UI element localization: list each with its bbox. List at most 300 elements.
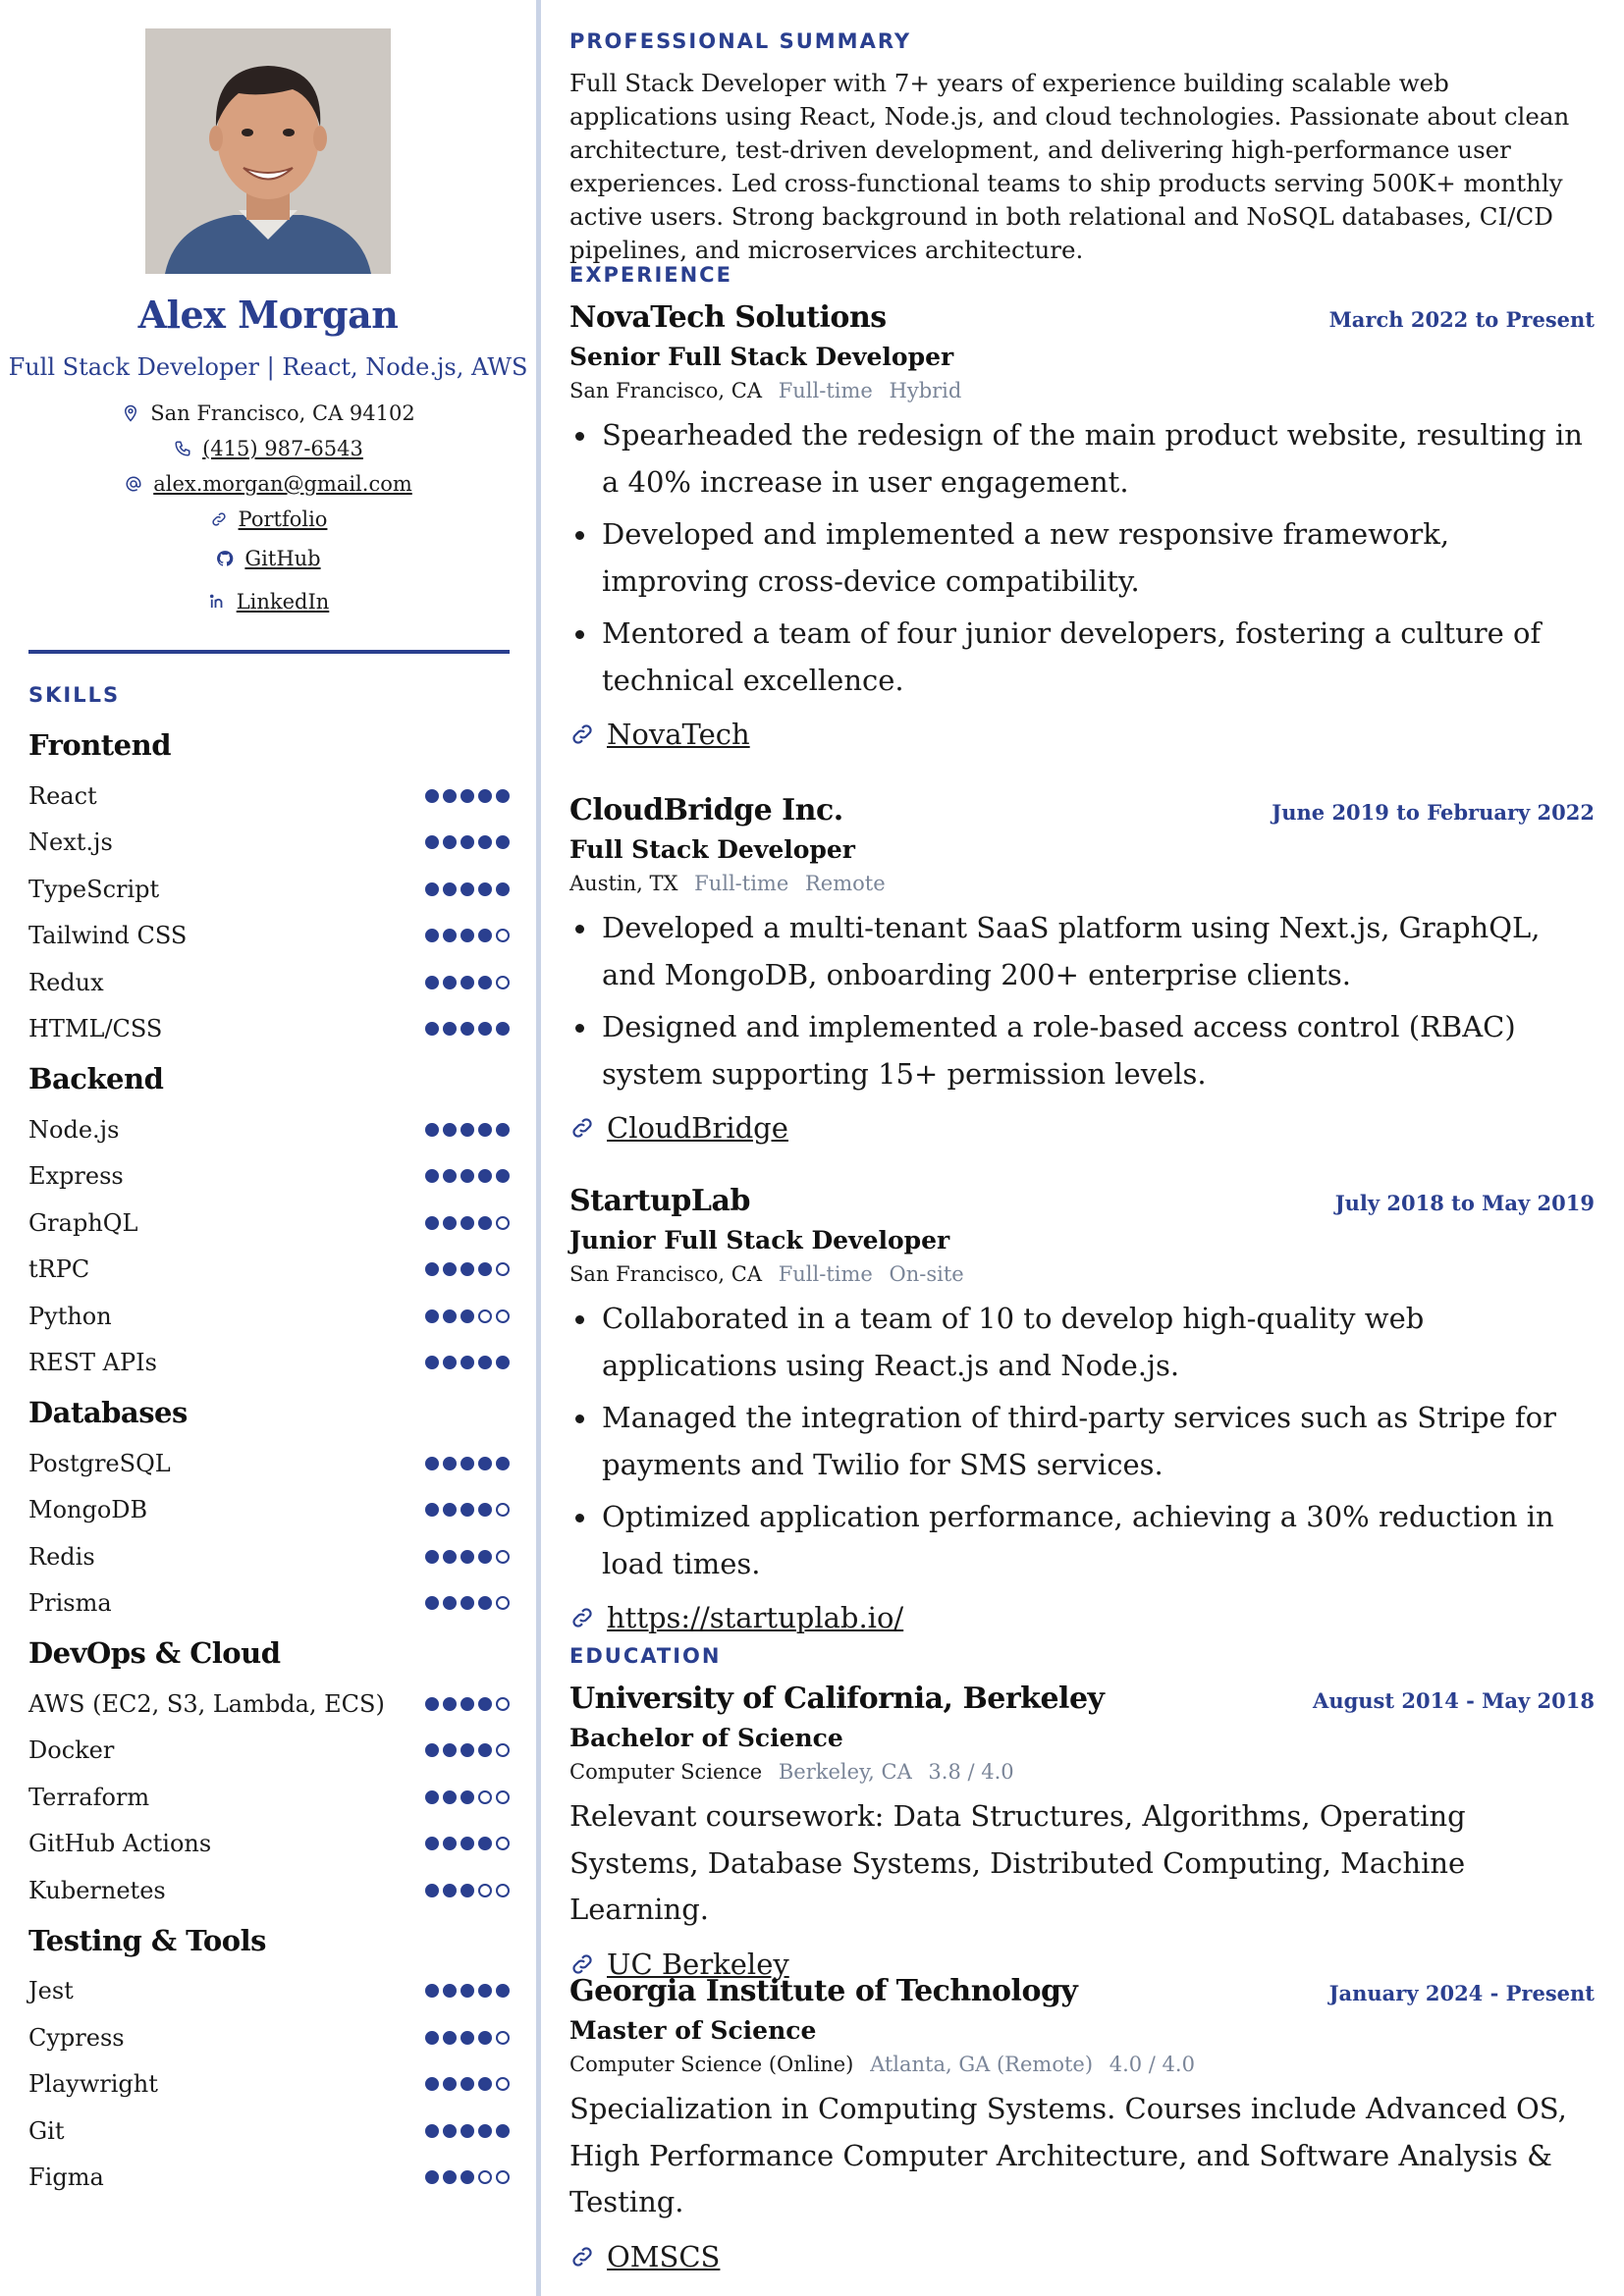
skill-dot-filled bbox=[478, 1743, 492, 1757]
skill-row bbox=[28, 1106, 510, 1153]
skill-row bbox=[28, 773, 510, 820]
skill-row bbox=[28, 1247, 510, 1294]
main-content bbox=[569, 0, 1595, 2296]
skill-level-dots bbox=[425, 1550, 510, 1564]
skills-list bbox=[28, 719, 510, 2201]
skill-dot-empty bbox=[478, 1309, 492, 1323]
portfolio-link[interactable]: Portfolio bbox=[238, 507, 328, 531]
skill-dot-filled bbox=[478, 835, 492, 849]
skill-group-title: Databases bbox=[28, 1396, 188, 1429]
skill-dot-filled bbox=[425, 1697, 439, 1711]
skill-name: Prisma bbox=[28, 1589, 112, 1618]
contact-github[interactable] bbox=[0, 537, 536, 580]
skill-level-dots bbox=[425, 1743, 510, 1757]
skill-dot-filled bbox=[496, 1984, 510, 1998]
company-name: NovaTech Solutions bbox=[569, 300, 887, 335]
skill-dot-filled bbox=[425, 1503, 439, 1517]
skill-dot-filled bbox=[443, 835, 457, 849]
skill-dot-filled bbox=[478, 1356, 492, 1369]
skill-dot-filled bbox=[460, 1503, 474, 1517]
skill-dot-empty bbox=[496, 1503, 510, 1517]
experience-entry bbox=[569, 1184, 1595, 1634]
job-role: Junior Full Stack Developer bbox=[569, 1226, 950, 1255]
skill-level-dots bbox=[425, 1596, 510, 1610]
skill-dot-filled bbox=[425, 1216, 439, 1230]
skill-dot-empty bbox=[496, 2031, 510, 2045]
education-description: Specialization in Computing Systems. Courses include Advanced OS, High Performance Computer Architecture, and Software Analysis & Testing. bbox=[569, 2092, 1567, 2218]
skill-name: Node.js bbox=[28, 1115, 120, 1144]
skill-level-dots bbox=[425, 1356, 510, 1369]
link-icon bbox=[209, 509, 229, 529]
job-bullet: Spearheaded the redesign of the main product website, resulting in a 40% increase in user engagement. bbox=[569, 412, 1595, 506]
skill-level-dots bbox=[425, 1123, 510, 1137]
summary-heading: PROFESSIONAL SUMMARY bbox=[569, 29, 912, 53]
job-bullet: Optimized application performance, achieving a 30% reduction in load times. bbox=[569, 1494, 1595, 1587]
field-of-study: Computer Science (Online) bbox=[569, 2053, 854, 2076]
skill-name: Jest bbox=[28, 1977, 74, 2005]
skill-row bbox=[28, 1968, 510, 2015]
skill-dot-filled bbox=[443, 1550, 457, 1564]
job-mode: Hybrid bbox=[889, 379, 962, 402]
school-link-text[interactable]: UC Berkeley bbox=[607, 1947, 789, 1981]
job-bullet: Collaborated in a team of 10 to develop high-quality web applications using React.js and Node.js. bbox=[569, 1296, 1595, 1389]
skill-level-dots bbox=[425, 1262, 510, 1276]
skill-dot-filled bbox=[460, 1022, 474, 1036]
skill-name: MongoDB bbox=[28, 1496, 148, 1524]
skill-name: GraphQL bbox=[28, 1208, 138, 1237]
company-link[interactable] bbox=[569, 718, 1595, 751]
skill-dot-filled bbox=[460, 1743, 474, 1757]
skill-group-title: Testing & Tools bbox=[28, 1923, 266, 1957]
skill-dot-filled bbox=[443, 1884, 457, 1897]
phone-icon bbox=[173, 439, 192, 458]
education-meta bbox=[569, 1760, 1595, 1784]
skill-name: AWS (EC2, S3, Lambda, ECS) bbox=[28, 1689, 385, 1718]
school-link-text[interactable]: OMSCS bbox=[607, 2239, 721, 2273]
skill-row bbox=[28, 2155, 510, 2202]
skill-dot-empty bbox=[496, 1550, 510, 1564]
skill-dot-filled bbox=[425, 789, 439, 803]
skill-level-dots bbox=[425, 2170, 510, 2184]
skill-level-dots bbox=[425, 1884, 510, 1897]
job-location: San Francisco, CA bbox=[569, 379, 763, 402]
skill-dot-filled bbox=[425, 1790, 439, 1804]
skill-level-dots bbox=[425, 976, 510, 989]
skill-dot-filled bbox=[478, 1022, 492, 1036]
skill-group-title: Frontend bbox=[28, 728, 171, 762]
skill-name: Figma bbox=[28, 2163, 104, 2192]
skill-dot-filled bbox=[460, 1984, 474, 1998]
job-meta bbox=[569, 379, 1595, 402]
contact-phone[interactable] bbox=[0, 431, 536, 466]
education-entry bbox=[569, 1682, 1595, 1981]
skill-dot-filled bbox=[478, 976, 492, 989]
skill-name: Python bbox=[28, 1302, 112, 1330]
job-role: Full Stack Developer bbox=[569, 835, 855, 864]
job-date: March 2022 to Present bbox=[1328, 307, 1595, 332]
skill-dot-empty bbox=[496, 1837, 510, 1850]
skill-dot-filled bbox=[496, 1022, 510, 1036]
skill-dot-filled bbox=[443, 1169, 457, 1183]
skill-dot-filled bbox=[496, 1169, 510, 1183]
skill-name: Redux bbox=[28, 968, 104, 996]
skill-dot-filled bbox=[496, 882, 510, 896]
job-bullet: Developed and implemented a new responsive framework, improving cross-device compatibility. bbox=[569, 511, 1595, 605]
skill-row bbox=[28, 1340, 510, 1387]
skill-dot-empty bbox=[496, 1596, 510, 1610]
linkedin-icon bbox=[207, 592, 227, 612]
skill-row bbox=[28, 1200, 510, 1247]
skill-dot-filled bbox=[425, 1984, 439, 1998]
skill-name: Cypress bbox=[28, 2023, 125, 2052]
skill-dot-filled bbox=[460, 1356, 474, 1369]
skill-dot-empty bbox=[496, 1309, 510, 1323]
job-meta bbox=[569, 872, 1595, 895]
skill-dot-filled bbox=[425, 976, 439, 989]
skill-dot-filled bbox=[460, 1457, 474, 1470]
skill-dot-filled bbox=[478, 1503, 492, 1517]
skill-dot-filled bbox=[425, 1022, 439, 1036]
skill-name: Next.js bbox=[28, 828, 113, 857]
link-icon bbox=[569, 2244, 595, 2269]
skill-dot-filled bbox=[425, 1123, 439, 1137]
skill-level-dots bbox=[425, 929, 510, 942]
skill-name: React bbox=[28, 781, 97, 810]
skill-name: HTML/CSS bbox=[28, 1015, 163, 1043]
location-pin-icon bbox=[121, 403, 140, 423]
skill-dot-empty bbox=[478, 2170, 492, 2184]
skill-dot-filled bbox=[443, 1356, 457, 1369]
location-text: San Francisco, CA 94102 bbox=[150, 401, 415, 425]
skill-name: Playwright bbox=[28, 2070, 158, 2099]
skill-dot-filled bbox=[443, 1262, 457, 1276]
skill-dot-filled bbox=[443, 882, 457, 896]
profile-headline: Full Stack Developer | React, Node.js, AWS bbox=[8, 353, 528, 381]
degree: Master of Science bbox=[569, 2016, 817, 2045]
skill-row bbox=[28, 1728, 510, 1775]
skill-level-dots bbox=[425, 1837, 510, 1850]
skill-dot-filled bbox=[460, 882, 474, 896]
skill-dot-empty bbox=[496, 1743, 510, 1757]
skill-dot-filled bbox=[425, 1884, 439, 1897]
degree: Bachelor of Science bbox=[569, 1724, 843, 1752]
skill-dot-filled bbox=[478, 1984, 492, 1998]
education-date: January 2024 - Present bbox=[1328, 1981, 1595, 2005]
skill-level-dots bbox=[425, 2124, 510, 2138]
skill-dot-filled bbox=[443, 1697, 457, 1711]
skill-dot-filled bbox=[443, 2077, 457, 2091]
skill-row bbox=[28, 1487, 510, 1534]
skill-dot-filled bbox=[425, 2077, 439, 2091]
skill-dot-filled bbox=[443, 789, 457, 803]
contact-list bbox=[0, 396, 536, 623]
company-name: CloudBridge Inc. bbox=[569, 793, 843, 828]
skill-dot-filled bbox=[460, 1884, 474, 1897]
skill-row bbox=[28, 1774, 510, 1821]
skill-name: PostgreSQL bbox=[28, 1449, 171, 1477]
phone-link[interactable]: (415) 987-6543 bbox=[202, 437, 363, 460]
linkedin-link[interactable]: LinkedIn bbox=[236, 590, 330, 614]
link-icon bbox=[569, 1115, 595, 1141]
gpa: 3.8 / 4.0 bbox=[928, 1760, 1014, 1784]
summary-text: Full Stack Developer with 7+ years of experience building scalable web applications using React, Node.js, and cloud technologies. Passionate about clean architecture, test-driven development, and delivering high-performance user experiences. Led cross-functional teams to ship products serving 500K+ monthly active users. Strong background in both relational and NoSQL databases, CI/CD pipelines, and microservices architecture. bbox=[569, 69, 1570, 264]
skill-name: TypeScript bbox=[28, 875, 160, 903]
school-location: Atlanta, GA (Remote) bbox=[870, 2053, 1094, 2076]
company-link[interactable] bbox=[569, 1601, 1595, 1634]
skill-dot-filled bbox=[460, 1309, 474, 1323]
skill-dot-filled bbox=[460, 2124, 474, 2138]
skill-level-dots bbox=[425, 1790, 510, 1804]
skill-name: Redis bbox=[28, 1542, 95, 1571]
skill-dot-filled bbox=[478, 1837, 492, 1850]
skill-dot-empty bbox=[478, 1790, 492, 1804]
skill-dot-filled bbox=[443, 929, 457, 942]
skill-dot-filled bbox=[460, 1837, 474, 1850]
skill-row bbox=[28, 2108, 510, 2155]
school-location: Berkeley, CA bbox=[778, 1760, 912, 1784]
skill-dot-empty bbox=[496, 1697, 510, 1711]
skill-dot-filled bbox=[460, 1550, 474, 1564]
skill-dot-filled bbox=[460, 2077, 474, 2091]
skill-dot-filled bbox=[460, 2170, 474, 2184]
skill-row bbox=[28, 1533, 510, 1580]
skill-dot-filled bbox=[425, 882, 439, 896]
contact-location bbox=[0, 396, 536, 431]
skill-group-title: Backend bbox=[28, 1062, 164, 1095]
skill-level-dots bbox=[425, 1697, 510, 1711]
link-icon bbox=[569, 1951, 595, 1977]
skill-dot-filled bbox=[460, 1596, 474, 1610]
skill-dot-filled bbox=[443, 1743, 457, 1757]
skill-dot-filled bbox=[443, 1457, 457, 1470]
column-divider bbox=[536, 0, 541, 2296]
skill-dot-filled bbox=[460, 835, 474, 849]
job-bullet: Developed a multi-tenant SaaS platform using Next.js, GraphQL, and MongoDB, onboarding 200+ enterprise clients. bbox=[569, 905, 1595, 998]
skill-dot-filled bbox=[425, 2124, 439, 2138]
skill-dot-filled bbox=[478, 1697, 492, 1711]
job-date: June 2019 to February 2022 bbox=[1272, 800, 1595, 825]
skill-row bbox=[28, 866, 510, 913]
skill-dot-filled bbox=[496, 789, 510, 803]
contact-linkedin[interactable] bbox=[0, 580, 536, 623]
job-type: Full-time bbox=[694, 872, 789, 895]
skill-name: tRPC bbox=[28, 1255, 90, 1284]
skill-name: Git bbox=[28, 2116, 65, 2145]
github-icon bbox=[215, 549, 235, 568]
link-icon bbox=[569, 1605, 595, 1630]
skill-name: Terraform bbox=[28, 1783, 150, 1811]
skill-dot-filled bbox=[496, 835, 510, 849]
skill-dot-filled bbox=[425, 1356, 439, 1369]
skill-dot-filled bbox=[478, 2077, 492, 2091]
skill-level-dots bbox=[425, 1309, 510, 1323]
skill-dot-filled bbox=[496, 1123, 510, 1137]
skill-dot-filled bbox=[478, 882, 492, 896]
skill-dot-filled bbox=[443, 976, 457, 989]
skills-heading: SKILLS bbox=[28, 683, 121, 707]
skill-dot-filled bbox=[460, 1697, 474, 1711]
skill-dot-filled bbox=[425, 1837, 439, 1850]
skill-row bbox=[28, 2014, 510, 2061]
skill-level-dots bbox=[425, 1457, 510, 1470]
skill-row bbox=[28, 1440, 510, 1487]
education-heading: EDUCATION bbox=[569, 1644, 722, 1668]
skill-dot-filled bbox=[460, 1123, 474, 1137]
skill-dot-filled bbox=[425, 1169, 439, 1183]
skill-row bbox=[28, 1006, 510, 1053]
field-of-study: Computer Science bbox=[569, 1760, 763, 1784]
school-link[interactable] bbox=[569, 2240, 1595, 2273]
skill-dot-filled bbox=[443, 1503, 457, 1517]
skill-dot-filled bbox=[460, 1790, 474, 1804]
company-link[interactable] bbox=[569, 1111, 1595, 1145]
skill-dot-filled bbox=[460, 1169, 474, 1183]
skill-dot-filled bbox=[425, 1743, 439, 1757]
skill-name: Express bbox=[28, 1162, 124, 1191]
skill-dot-filled bbox=[425, 1309, 439, 1323]
skill-dot-filled bbox=[478, 789, 492, 803]
link-icon bbox=[569, 721, 595, 747]
skill-dot-filled bbox=[443, 2124, 457, 2138]
skill-dot-filled bbox=[460, 1216, 474, 1230]
skill-dot-filled bbox=[496, 2124, 510, 2138]
education-description: Relevant coursework: Data Structures, Algorithms, Operating Systems, Database Systems, Distributed Computing, Machine Learning. bbox=[569, 1799, 1466, 1926]
skill-name: GitHub Actions bbox=[28, 1830, 212, 1858]
skill-level-dots bbox=[425, 1169, 510, 1183]
skill-row bbox=[28, 1293, 510, 1340]
email-link[interactable]: alex.morgan@gmail.com bbox=[153, 472, 412, 496]
company-link-text[interactable]: NovaTech bbox=[607, 718, 750, 751]
skill-dot-filled bbox=[443, 1596, 457, 1610]
skill-name: Docker bbox=[28, 1736, 115, 1765]
sidebar bbox=[0, 0, 536, 2296]
experience-heading: EXPERIENCE bbox=[569, 263, 732, 287]
skill-row bbox=[28, 1580, 510, 1628]
skill-dot-filled bbox=[460, 1262, 474, 1276]
contact-portfolio[interactable] bbox=[0, 502, 536, 537]
skill-dot-empty bbox=[496, 1262, 510, 1276]
job-mode: Remote bbox=[804, 872, 886, 895]
skill-dot-filled bbox=[425, 1550, 439, 1564]
job-date: July 2018 to May 2019 bbox=[1334, 1191, 1595, 1215]
skill-name: Tailwind CSS bbox=[28, 922, 188, 950]
skill-dot-filled bbox=[496, 1356, 510, 1369]
skill-dot-filled bbox=[478, 1169, 492, 1183]
skill-dot-filled bbox=[460, 2031, 474, 2045]
skill-dot-filled bbox=[478, 929, 492, 942]
skill-level-dots bbox=[425, 882, 510, 896]
company-link-text[interactable]: https://startuplab.io/ bbox=[607, 1601, 904, 1634]
company-link-text[interactable]: CloudBridge bbox=[607, 1111, 788, 1145]
job-location: San Francisco, CA bbox=[569, 1262, 763, 1286]
skill-dot-filled bbox=[425, 1457, 439, 1470]
skill-dot-empty bbox=[478, 1884, 492, 1897]
skill-dot-filled bbox=[478, 1262, 492, 1276]
job-meta bbox=[569, 1262, 1595, 1286]
job-role: Senior Full Stack Developer bbox=[569, 343, 954, 371]
education-entry bbox=[569, 1974, 1595, 2273]
skill-dot-filled bbox=[460, 929, 474, 942]
skill-dot-filled bbox=[478, 1216, 492, 1230]
job-location: Austin, TX bbox=[569, 872, 678, 895]
skill-dot-empty bbox=[496, 1790, 510, 1804]
skill-dot-filled bbox=[443, 1022, 457, 1036]
skill-row bbox=[28, 959, 510, 1006]
job-mode: On-site bbox=[889, 1262, 964, 1286]
contact-email[interactable] bbox=[0, 466, 536, 502]
skill-dot-filled bbox=[443, 1216, 457, 1230]
skill-dot-filled bbox=[443, 1984, 457, 1998]
job-bullet: Designed and implemented a role-based access control (RBAC) system supporting 15+ permission levels. bbox=[569, 1004, 1595, 1097]
job-type: Full-time bbox=[778, 379, 873, 402]
skill-dot-empty bbox=[496, 929, 510, 942]
education-meta bbox=[569, 2053, 1595, 2076]
skill-row bbox=[28, 820, 510, 867]
skill-dot-filled bbox=[478, 2031, 492, 2045]
skill-level-dots bbox=[425, 2031, 510, 2045]
skill-level-dots bbox=[425, 1022, 510, 1036]
skill-dot-filled bbox=[443, 1309, 457, 1323]
skill-row bbox=[28, 2061, 510, 2109]
skill-dot-filled bbox=[425, 1596, 439, 1610]
skill-dot-filled bbox=[478, 2124, 492, 2138]
school-name: University of California, Berkeley bbox=[569, 1682, 1105, 1716]
profile-name: Alex Morgan bbox=[137, 293, 399, 337]
skill-name: REST APIs bbox=[28, 1349, 157, 1377]
skill-level-dots bbox=[425, 835, 510, 849]
skill-group-title: DevOps & Cloud bbox=[28, 1636, 281, 1670]
skill-level-dots bbox=[425, 1984, 510, 1998]
education-date: August 2014 - May 2018 bbox=[1313, 1688, 1595, 1713]
job-bullets bbox=[569, 412, 1595, 704]
github-link[interactable]: GitHub bbox=[244, 547, 321, 570]
skill-dot-filled bbox=[478, 1457, 492, 1470]
skill-dot-empty bbox=[496, 1884, 510, 1897]
skill-level-dots bbox=[425, 1216, 510, 1230]
skill-row bbox=[28, 913, 510, 960]
skill-dot-filled bbox=[425, 835, 439, 849]
skill-dot-empty bbox=[496, 976, 510, 989]
at-sign-icon bbox=[124, 474, 143, 494]
skill-dot-filled bbox=[496, 1457, 510, 1470]
company-name: StartupLab bbox=[569, 1184, 750, 1218]
experience-entry bbox=[569, 793, 1595, 1145]
skill-dot-filled bbox=[460, 976, 474, 989]
skill-dot-empty bbox=[496, 2170, 510, 2184]
job-bullet: Mentored a team of four junior developers, fostering a culture of technical excellence. bbox=[569, 611, 1595, 704]
skill-dot-filled bbox=[425, 2031, 439, 2045]
skill-dot-filled bbox=[443, 2031, 457, 2045]
skill-dot-filled bbox=[425, 2170, 439, 2184]
school-name: Georgia Institute of Technology bbox=[569, 1974, 1078, 2008]
profile-photo bbox=[145, 28, 391, 274]
experience-entry bbox=[569, 300, 1595, 751]
skill-row bbox=[28, 1867, 510, 1914]
skill-level-dots bbox=[425, 2077, 510, 2091]
job-bullet: Managed the integration of third-party services such as Stripe for payments and Twilio for SMS services. bbox=[569, 1395, 1595, 1488]
skill-dot-filled bbox=[443, 1790, 457, 1804]
job-type: Full-time bbox=[778, 1262, 873, 1286]
skill-dot-empty bbox=[496, 1216, 510, 1230]
skill-dot-filled bbox=[443, 1123, 457, 1137]
skill-dot-empty bbox=[496, 2077, 510, 2091]
skill-dot-filled bbox=[425, 929, 439, 942]
skill-dot-filled bbox=[460, 789, 474, 803]
sidebar-rule bbox=[28, 650, 510, 654]
job-bullets bbox=[569, 1296, 1595, 1587]
job-bullets bbox=[569, 905, 1595, 1097]
skill-dot-filled bbox=[443, 1837, 457, 1850]
